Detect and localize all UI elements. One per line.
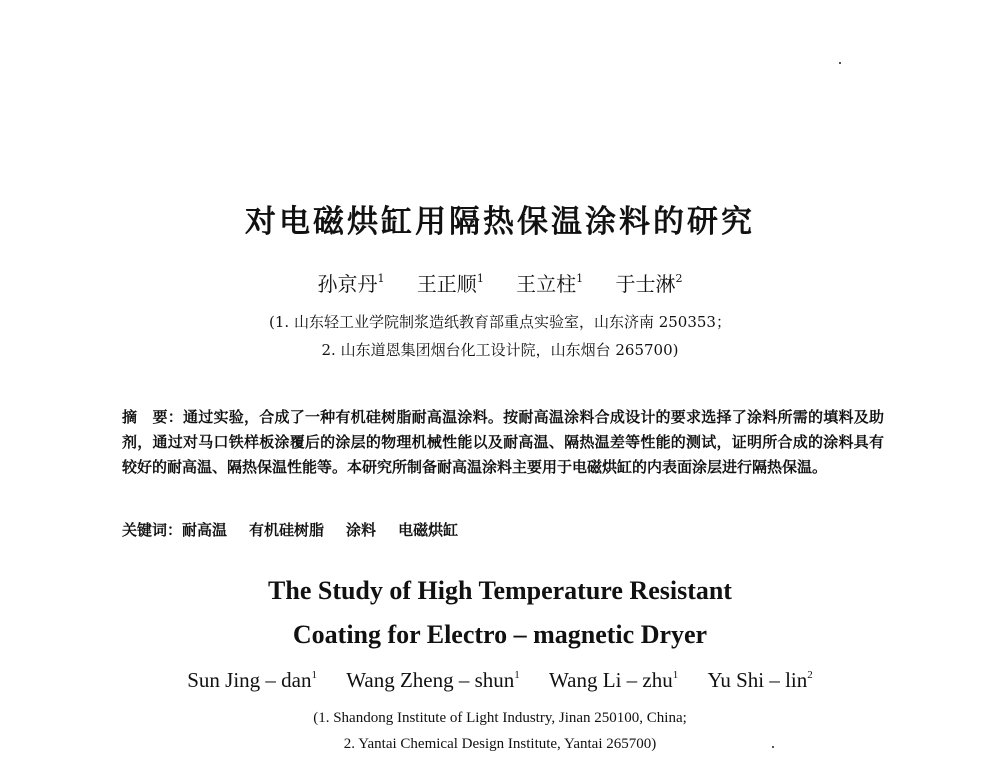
- author-2: Wang Zheng – shun$^1$: [346, 668, 520, 692]
- author-4: 于士淋$^2$: [615, 272, 683, 296]
- author-2: 王正顺$^1$: [416, 272, 484, 296]
- chinese-authors: [0, 268, 1000, 297]
- english-affiliation-2: 2. Yantai Chemical Design Institute, Yantai 265700): [343, 736, 657, 752]
- chinese-affiliation-2: 2. 山东道恩集团烟台化工设计院，山东烟台 265700): [321, 341, 679, 359]
- keyword: 涂料: [346, 521, 377, 539]
- keyword: 有机硅树脂: [249, 521, 325, 539]
- author-3: 王立柱$^1$: [516, 272, 584, 296]
- chinese-title: 对电磁烘缸用隔热保温涂料的研究: [245, 204, 755, 240]
- english-authors: [0, 668, 1000, 693]
- chinese-affiliation-1: (1. 山东轻工业学院制浆造纸教育部重点实验室，山东济南 250353；: [269, 313, 731, 331]
- scan-speck: [839, 62, 841, 64]
- english-title-line-1: The Study of High Temperature Resistant: [268, 576, 732, 605]
- english-title-line-2: Coating for Electro – magnetic Dryer: [292, 620, 708, 649]
- author-1: Sun Jing – dan$^1$: [187, 668, 317, 692]
- keywords-label: 关键词：: [122, 521, 183, 539]
- abstract-label: 摘 要：: [122, 408, 183, 426]
- author-4: Yu Shi – lin$^2$: [707, 668, 813, 692]
- english-affiliation-1: (1. Shandong Institute of Light Industry, Jinan 250100, China;: [313, 710, 687, 726]
- keyword: 耐高温: [182, 521, 228, 539]
- chinese-keywords: [122, 519, 884, 540]
- scan-speck: [772, 746, 774, 748]
- author-3: Wang Li – zhu$^1$: [549, 668, 679, 692]
- chinese-abstract: [122, 405, 884, 480]
- author-1: 孙京丹$^1$: [317, 272, 385, 296]
- abstract-text: 通过实验，合成了一种有机硅树脂耐高温涂料。按耐高温涂料合成设计的要求选择了涂料所需的填料及助剂，通过对马口铁样板涂覆后的涂层的物理机械性能以及耐高温、隔热温差等性能的测试，证明所合成的涂料具有较好的耐高温、隔热保温性能等。本研究所制备耐高温涂料主要用于电磁烘缸的内表面涂层进行隔热保温。: [122, 408, 884, 476]
- keyword: 电磁烘缸: [398, 521, 459, 539]
